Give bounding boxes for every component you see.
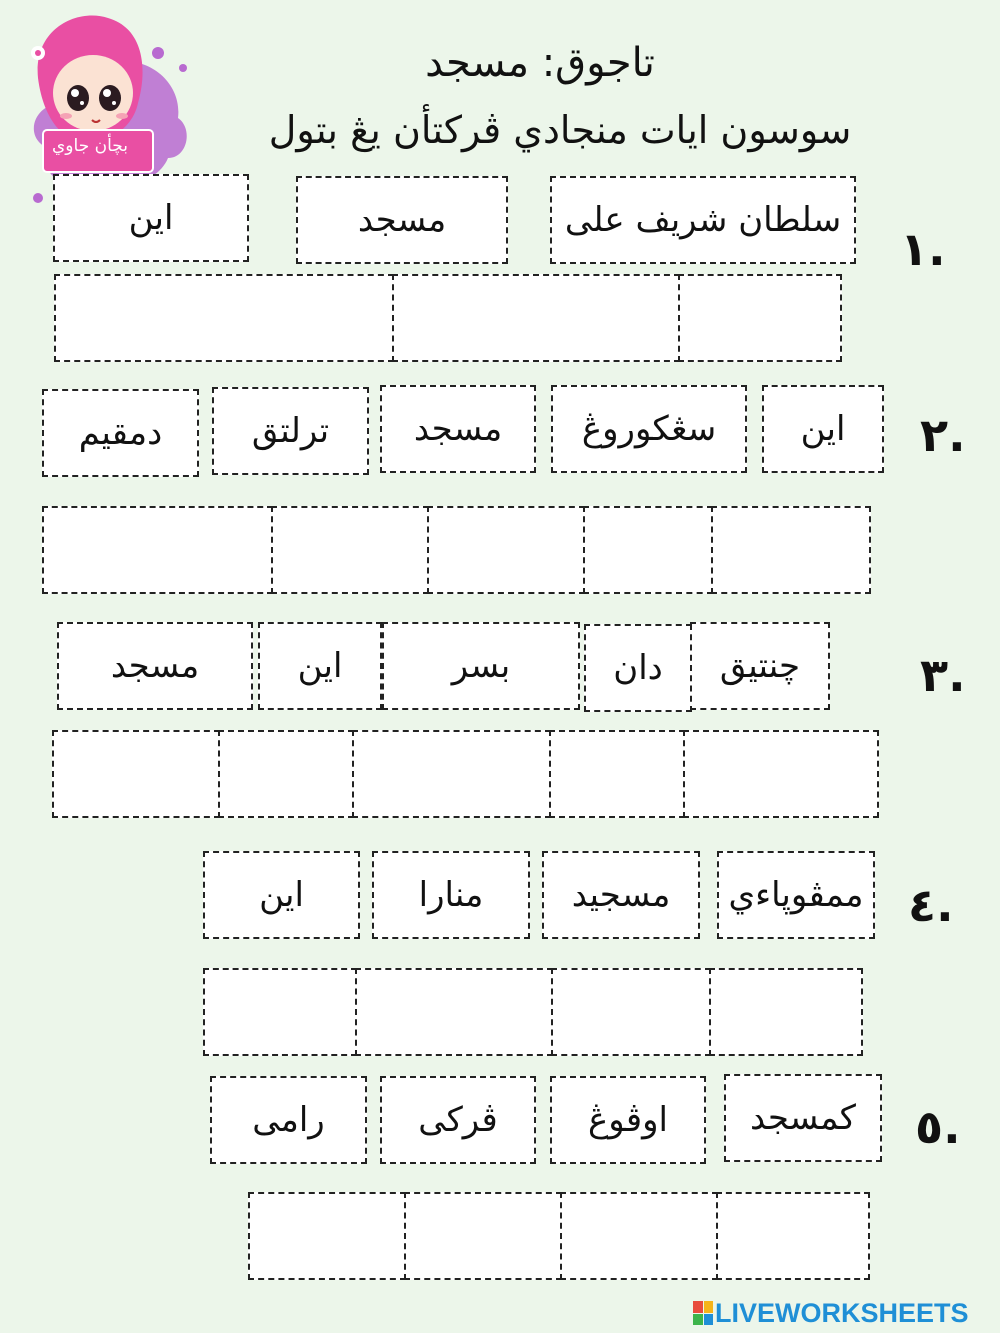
answer-slot[interactable] bbox=[392, 274, 680, 362]
liveworksheets-brand bbox=[693, 1296, 969, 1330]
answer-slot[interactable] bbox=[549, 730, 685, 818]
instruction-text: سوسون ايات منجادي ڤركتأن يڠ بتول bbox=[268, 108, 852, 152]
word-card[interactable]: منارا bbox=[372, 851, 530, 939]
word-card[interactable]: اين bbox=[762, 385, 884, 473]
page-title: تاجوق: مسجد bbox=[425, 40, 655, 86]
answer-slot[interactable] bbox=[218, 730, 354, 818]
word-card[interactable]: ترلتق bbox=[212, 387, 369, 475]
answer-slot[interactable] bbox=[355, 968, 553, 1056]
word-card[interactable]: دان bbox=[584, 624, 692, 712]
word-card[interactable]: اين bbox=[53, 174, 249, 262]
word-card[interactable]: مسجد bbox=[296, 176, 508, 264]
answer-slot[interactable] bbox=[683, 730, 879, 818]
answer-slot[interactable] bbox=[551, 968, 711, 1056]
word-card[interactable]: مسجد bbox=[380, 385, 536, 473]
answer-slot[interactable] bbox=[248, 1192, 406, 1280]
word-card[interactable]: دمقيم bbox=[42, 389, 199, 477]
question-number: ٣. bbox=[920, 648, 966, 702]
word-card[interactable]: اين bbox=[258, 622, 382, 710]
word-card[interactable]: اين bbox=[203, 851, 360, 939]
word-card[interactable]: كمسجد bbox=[724, 1074, 882, 1162]
answer-slot[interactable] bbox=[711, 506, 871, 594]
word-card[interactable]: چنتيق bbox=[690, 622, 830, 710]
answer-slot[interactable] bbox=[203, 968, 357, 1056]
question-number: ٤. bbox=[908, 878, 954, 932]
word-card[interactable]: مسجيد bbox=[542, 851, 700, 939]
question-number: ٢. bbox=[920, 408, 966, 462]
word-card[interactable]: اوڤوڠ bbox=[550, 1076, 706, 1164]
word-card[interactable]: سلطان شريف على bbox=[550, 176, 856, 264]
word-card[interactable]: سڠكوروڠ bbox=[551, 385, 747, 473]
word-card[interactable]: بسر bbox=[382, 622, 580, 710]
answer-slot[interactable] bbox=[42, 506, 273, 594]
brand-text: LIVEWORKSHEETS bbox=[715, 1297, 969, 1328]
liveworksheets-logo-icon bbox=[693, 1301, 713, 1325]
answer-slot[interactable] bbox=[716, 1192, 870, 1280]
answer-slot[interactable] bbox=[560, 1192, 718, 1280]
answer-slot[interactable] bbox=[271, 506, 429, 594]
word-card[interactable]: ڤركى bbox=[380, 1076, 536, 1164]
word-card[interactable]: مسجد bbox=[57, 622, 253, 710]
logo-badge-text: بچأن جاوي bbox=[52, 136, 128, 156]
answer-slot[interactable] bbox=[583, 506, 713, 594]
answer-slot[interactable] bbox=[54, 274, 394, 362]
question-number: ١. bbox=[900, 222, 946, 276]
question-number: ٥. bbox=[915, 1100, 961, 1154]
answer-slot[interactable] bbox=[404, 1192, 562, 1280]
answer-slot[interactable] bbox=[678, 274, 842, 362]
answer-slot[interactable] bbox=[709, 968, 863, 1056]
word-card[interactable]: ممڤوڽاءي bbox=[717, 851, 875, 939]
answer-slot[interactable] bbox=[52, 730, 220, 818]
answer-slot[interactable] bbox=[352, 730, 551, 818]
word-card[interactable]: رامى bbox=[210, 1076, 367, 1164]
answer-slot[interactable] bbox=[427, 506, 585, 594]
